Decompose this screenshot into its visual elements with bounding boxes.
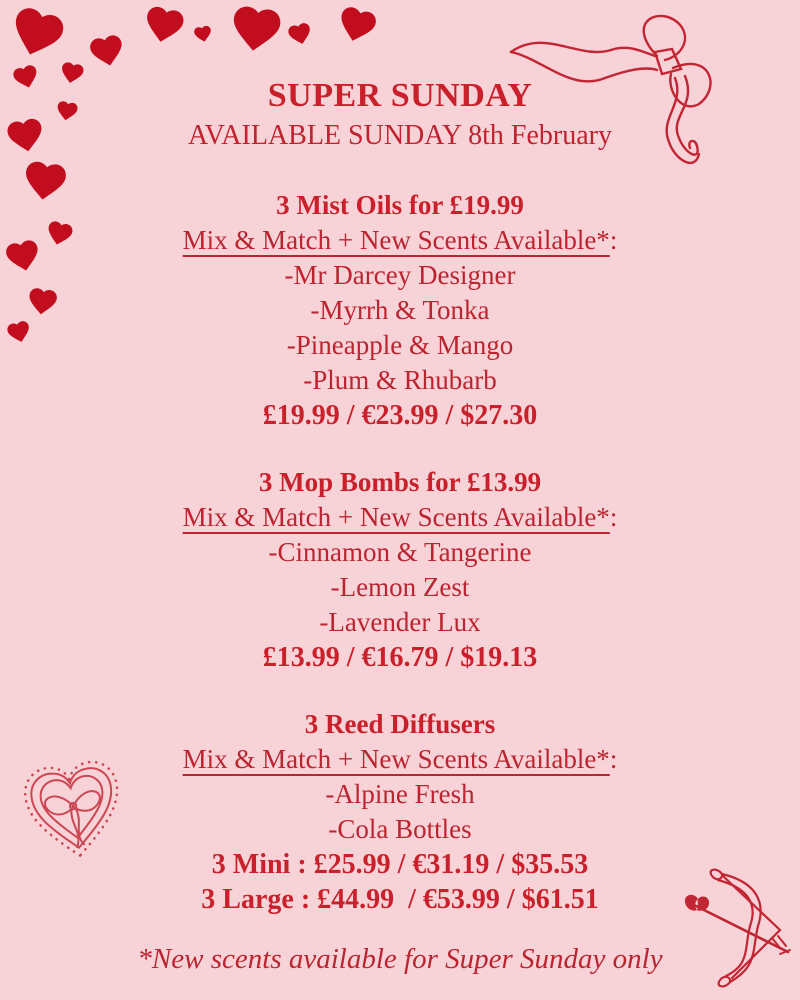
scent-item: -Cola Bottles bbox=[328, 814, 472, 844]
price-line-mini: 3 Mini : £25.99 / €31.19 / $35.53 bbox=[211, 849, 589, 880]
price-line: £13.99 / €16.79 / $19.13 bbox=[262, 642, 538, 673]
availability-subtitle: AVAILABLE SUNDAY 8th February bbox=[188, 120, 612, 151]
mix-and-match-label: Mix & Match + New Scents Available* bbox=[182, 744, 610, 774]
price-line: £19.99 / €23.99 / $27.30 bbox=[262, 400, 538, 431]
scent-item: -Mr Darcey Designer bbox=[284, 260, 516, 290]
scent-item: -Cinnamon & Tangerine bbox=[268, 537, 532, 567]
section-mist-oils bbox=[0, 188, 800, 433]
scent-item: -Myrrh & Tonka bbox=[310, 295, 490, 325]
scent-item: -Lavender Lux bbox=[319, 607, 481, 637]
footnote: *New scents available for Super Sunday only bbox=[137, 943, 663, 975]
section-mop-bombs bbox=[0, 465, 800, 675]
mix-and-match-line bbox=[0, 223, 800, 258]
mix-and-match-colon: : bbox=[609, 744, 618, 774]
mix-and-match-line bbox=[0, 500, 800, 535]
section-reed-diffusers bbox=[0, 707, 800, 917]
mix-and-match-line bbox=[0, 742, 800, 777]
mix-and-match-label: Mix & Match + New Scents Available* bbox=[182, 502, 610, 532]
mix-and-match-colon: : bbox=[609, 502, 618, 532]
mix-and-match-label: Mix & Match + New Scents Available* bbox=[182, 225, 610, 255]
mix-and-match-colon: : bbox=[609, 225, 618, 255]
scent-item: -Pineapple & Mango bbox=[286, 330, 514, 360]
scent-item: -Alpine Fresh bbox=[325, 779, 475, 809]
page-title: SUPER SUNDAY bbox=[267, 77, 533, 114]
scent-item: -Lemon Zest bbox=[330, 572, 470, 602]
scent-item: -Plum & Rhubarb bbox=[303, 365, 497, 395]
section-title: 3 Reed Diffusers bbox=[304, 709, 496, 739]
section-title: 3 Mist Oils for £19.99 bbox=[276, 190, 524, 220]
section-title: 3 Mop Bombs for £13.99 bbox=[258, 467, 542, 497]
price-line-large: 3 Large : £44.99 / €53.99 / $61.51 bbox=[201, 884, 599, 915]
